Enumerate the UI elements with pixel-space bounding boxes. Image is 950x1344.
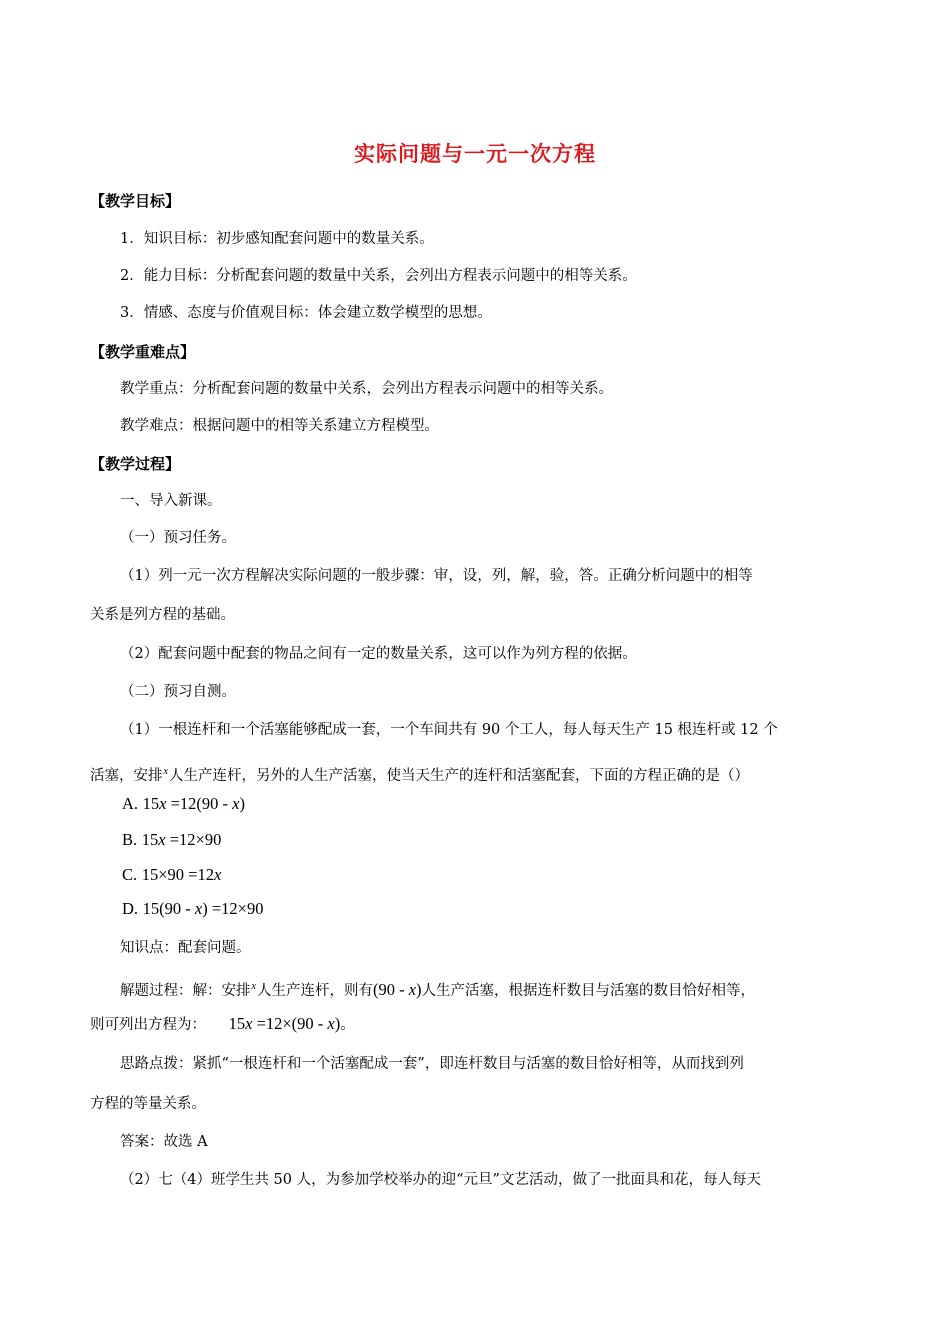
process-part-heading: 一、导入新课。 — [120, 493, 222, 509]
option-equation: 15×90 =12x — [141, 865, 222, 884]
answer-option-a — [122, 794, 245, 815]
solution-line: 则可列出方程为： 15x =12×(90 - x)。 — [90, 1014, 355, 1033]
answer-option-b — [122, 830, 221, 851]
option-label: B. — [122, 830, 138, 849]
question-line — [90, 762, 749, 786]
key-point-focus: 教学重点：分析配套问题的数量中关系，会列出方程表示问题中的相等关系。 — [120, 381, 613, 397]
page-title: 实际问题与一元一次方程 — [354, 141, 596, 166]
section-heading-process: 【教学过程】 — [90, 455, 181, 473]
option-label: D. — [122, 899, 139, 918]
inline-expression: (90 - x) — [372, 980, 422, 999]
answer-option-d — [122, 899, 263, 920]
hint-line: 思路点拨：紧抓“一根连杆和一个活塞配成一套”，即连杆数目与活塞的数目恰好相等，从而找到列 — [120, 1056, 744, 1072]
question-line: （1）一根连杆和一个活塞能够配成一套，一个车间共有 90 个工人，每人每天生产 15 根连杆或 12 个 — [120, 722, 778, 738]
variable-x: x — [163, 766, 168, 777]
goal-item: 1．知识目标：初步感知配套问题中的数量关系。 — [120, 231, 434, 247]
variable-x: x — [251, 981, 256, 992]
process-subheading: （二）预习自测。 — [120, 684, 236, 700]
answer-option-c — [122, 865, 221, 886]
solution-line: 解题过程：解：安排$^x$人生产连杆，则有(90 - x)人生产活塞，根据连杆数目与活塞的数目恰好相等， — [120, 980, 756, 999]
paragraph-line: 关系是列方程的基础。 — [90, 607, 235, 623]
option-equation: 15x =12×90 — [141, 830, 222, 849]
option-label: A. — [122, 794, 139, 813]
process-subheading: （一）预习任务。 — [120, 530, 236, 546]
question-line: （2）七（4）班学生共 50 人，为参加学校举办的迎“元旦”文艺活动，做了一批面具和花，每人每天 — [120, 1172, 761, 1188]
solution-equation: 15x =12×(90 - x) — [228, 1014, 341, 1033]
hint-line: 方程的等量关系。 — [90, 1096, 206, 1112]
knowledge-point: 知识点：配套问题。 — [120, 940, 251, 956]
question-text: 活塞，安排 — [90, 768, 163, 784]
option-equation: 15(90 - x) =12×90 — [142, 899, 264, 918]
question-text: 人生产连杆，另外的人生产活塞，使当天生产的连杆和活塞配套，下面的方程正确的是（） — [168, 768, 749, 784]
paragraph-line: （2）配套问题中配套的物品之间有一定的数量关系，这可以作为列方程的依据。 — [120, 646, 637, 662]
section-heading-goals: 【教学目标】 — [90, 192, 181, 210]
option-equation: 15x =12(90 - x) — [142, 794, 245, 813]
goal-item: 2．能力目标：分析配套问题的数量中关系，会列出方程表示问题中的相等关系。 — [120, 268, 637, 284]
goal-item: 3．情感、态度与价值观目标：体会建立数学模型的思想。 — [120, 305, 492, 321]
option-label: C. — [122, 865, 138, 884]
section-heading-key-points: 【教学重难点】 — [90, 343, 196, 361]
key-point-difficulty: 教学难点：根据问题中的相等关系建立方程模型。 — [120, 418, 439, 434]
paragraph-line: （1）列一元一次方程解决实际问题的一般步骤：审，设，列，解，验，答。正确分析问题中的相等 — [120, 568, 753, 584]
answer-line: 答案：故选 A — [120, 1134, 208, 1150]
